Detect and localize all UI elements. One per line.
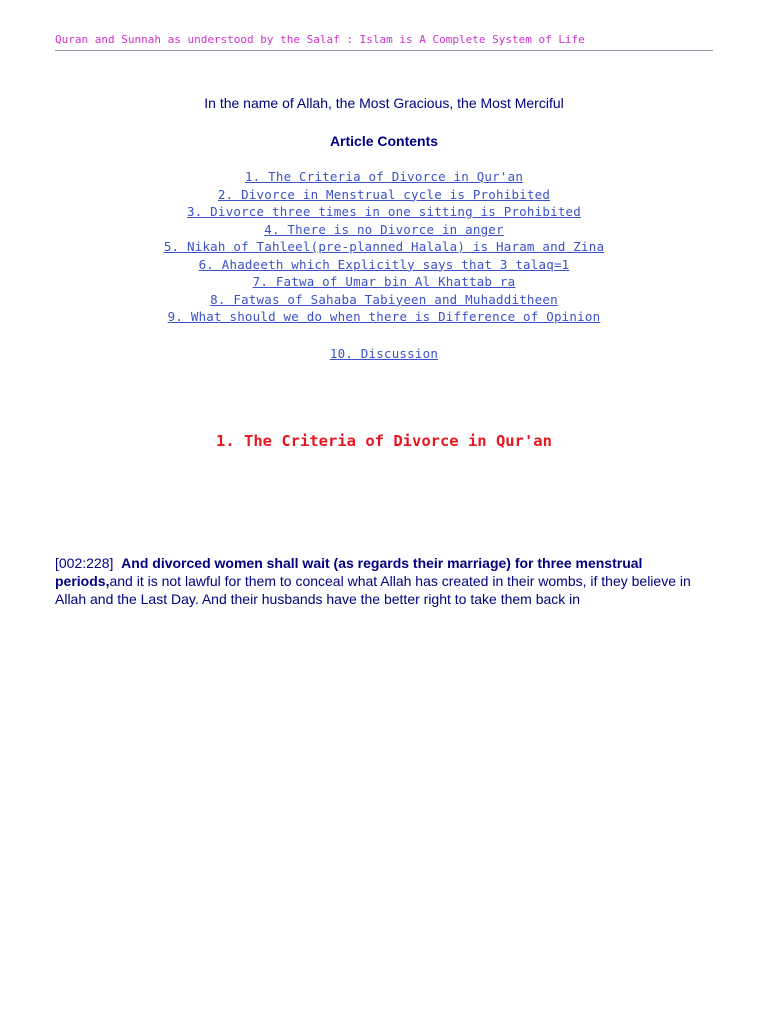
article-contents-title: Article Contents: [329, 133, 439, 149]
header-divider: [55, 50, 713, 51]
toc-link-discussion[interactable]: 10. Discussion: [329, 346, 439, 361]
toc-link-divorce-three-times[interactable]: 3. Divorce three times in one sitting is Prohibited: [186, 204, 581, 219]
toc-item: [0, 221, 768, 239]
verse-reference: [002:228]: [55, 555, 114, 571]
toc-item: [0, 291, 768, 309]
toc-item: [0, 308, 768, 326]
toc-link-difference-of-opinion[interactable]: 9. What should we do when there is Difference of Opinion: [167, 309, 601, 324]
verse-bold-text: And divorced women shall wait (as regards their marriage) for three menstrual periods,: [55, 555, 643, 589]
toc-item: [0, 273, 768, 291]
toc-item: [0, 203, 768, 221]
toc-link-fatwas-of-sahaba[interactable]: 8. Fatwas of Sahaba Tabiyeen and Muhadditheen: [210, 291, 558, 307]
toc-link-nikah-of-tahleel[interactable]: 5. Nikah of Tahleel(pre-planned Halala) is Haram and Zina: [163, 239, 605, 254]
toc-item: [0, 345, 768, 363]
bismillah-line: In the name of Allah, the Most Gracious, the Most Merciful: [204, 95, 564, 111]
table-of-contents: [0, 168, 768, 326]
verse-paragraph: [55, 554, 715, 608]
toc-link-no-divorce-in-anger[interactable]: 4. There is no Divorce in anger: [264, 221, 504, 237]
verse-text: and it is not lawful for them to conceal what Allah has created in their wombs, if they believe in Allah and the Last Day. And their husbands have the better right to take them back in: [55, 573, 691, 607]
toc-link-fatwa-of-umar[interactable]: 7. Fatwa of Umar bin Al Khattab ra: [252, 274, 516, 289]
page-header: Quran and Sunnah as understood by the Salaf : Islam is A Complete System of Life: [55, 33, 585, 46]
toc-item: [0, 238, 768, 256]
section-heading: 1. The Criteria of Divorce in Qur'an: [216, 432, 552, 450]
toc-item: [0, 256, 768, 274]
toc-item: [0, 186, 768, 204]
toc-link-ahadeeth[interactable]: 6. Ahadeeth which Explicitly says that 3 talaq=1: [198, 256, 570, 272]
toc-item: [0, 168, 768, 186]
toc-link-criteria-of-divorce[interactable]: 1. The Criteria of Divorce in Qur'an: [244, 169, 524, 184]
toc-link-divorce-menstrual-cycle[interactable]: 2. Divorce in Menstrual cycle is Prohibited: [217, 186, 551, 202]
